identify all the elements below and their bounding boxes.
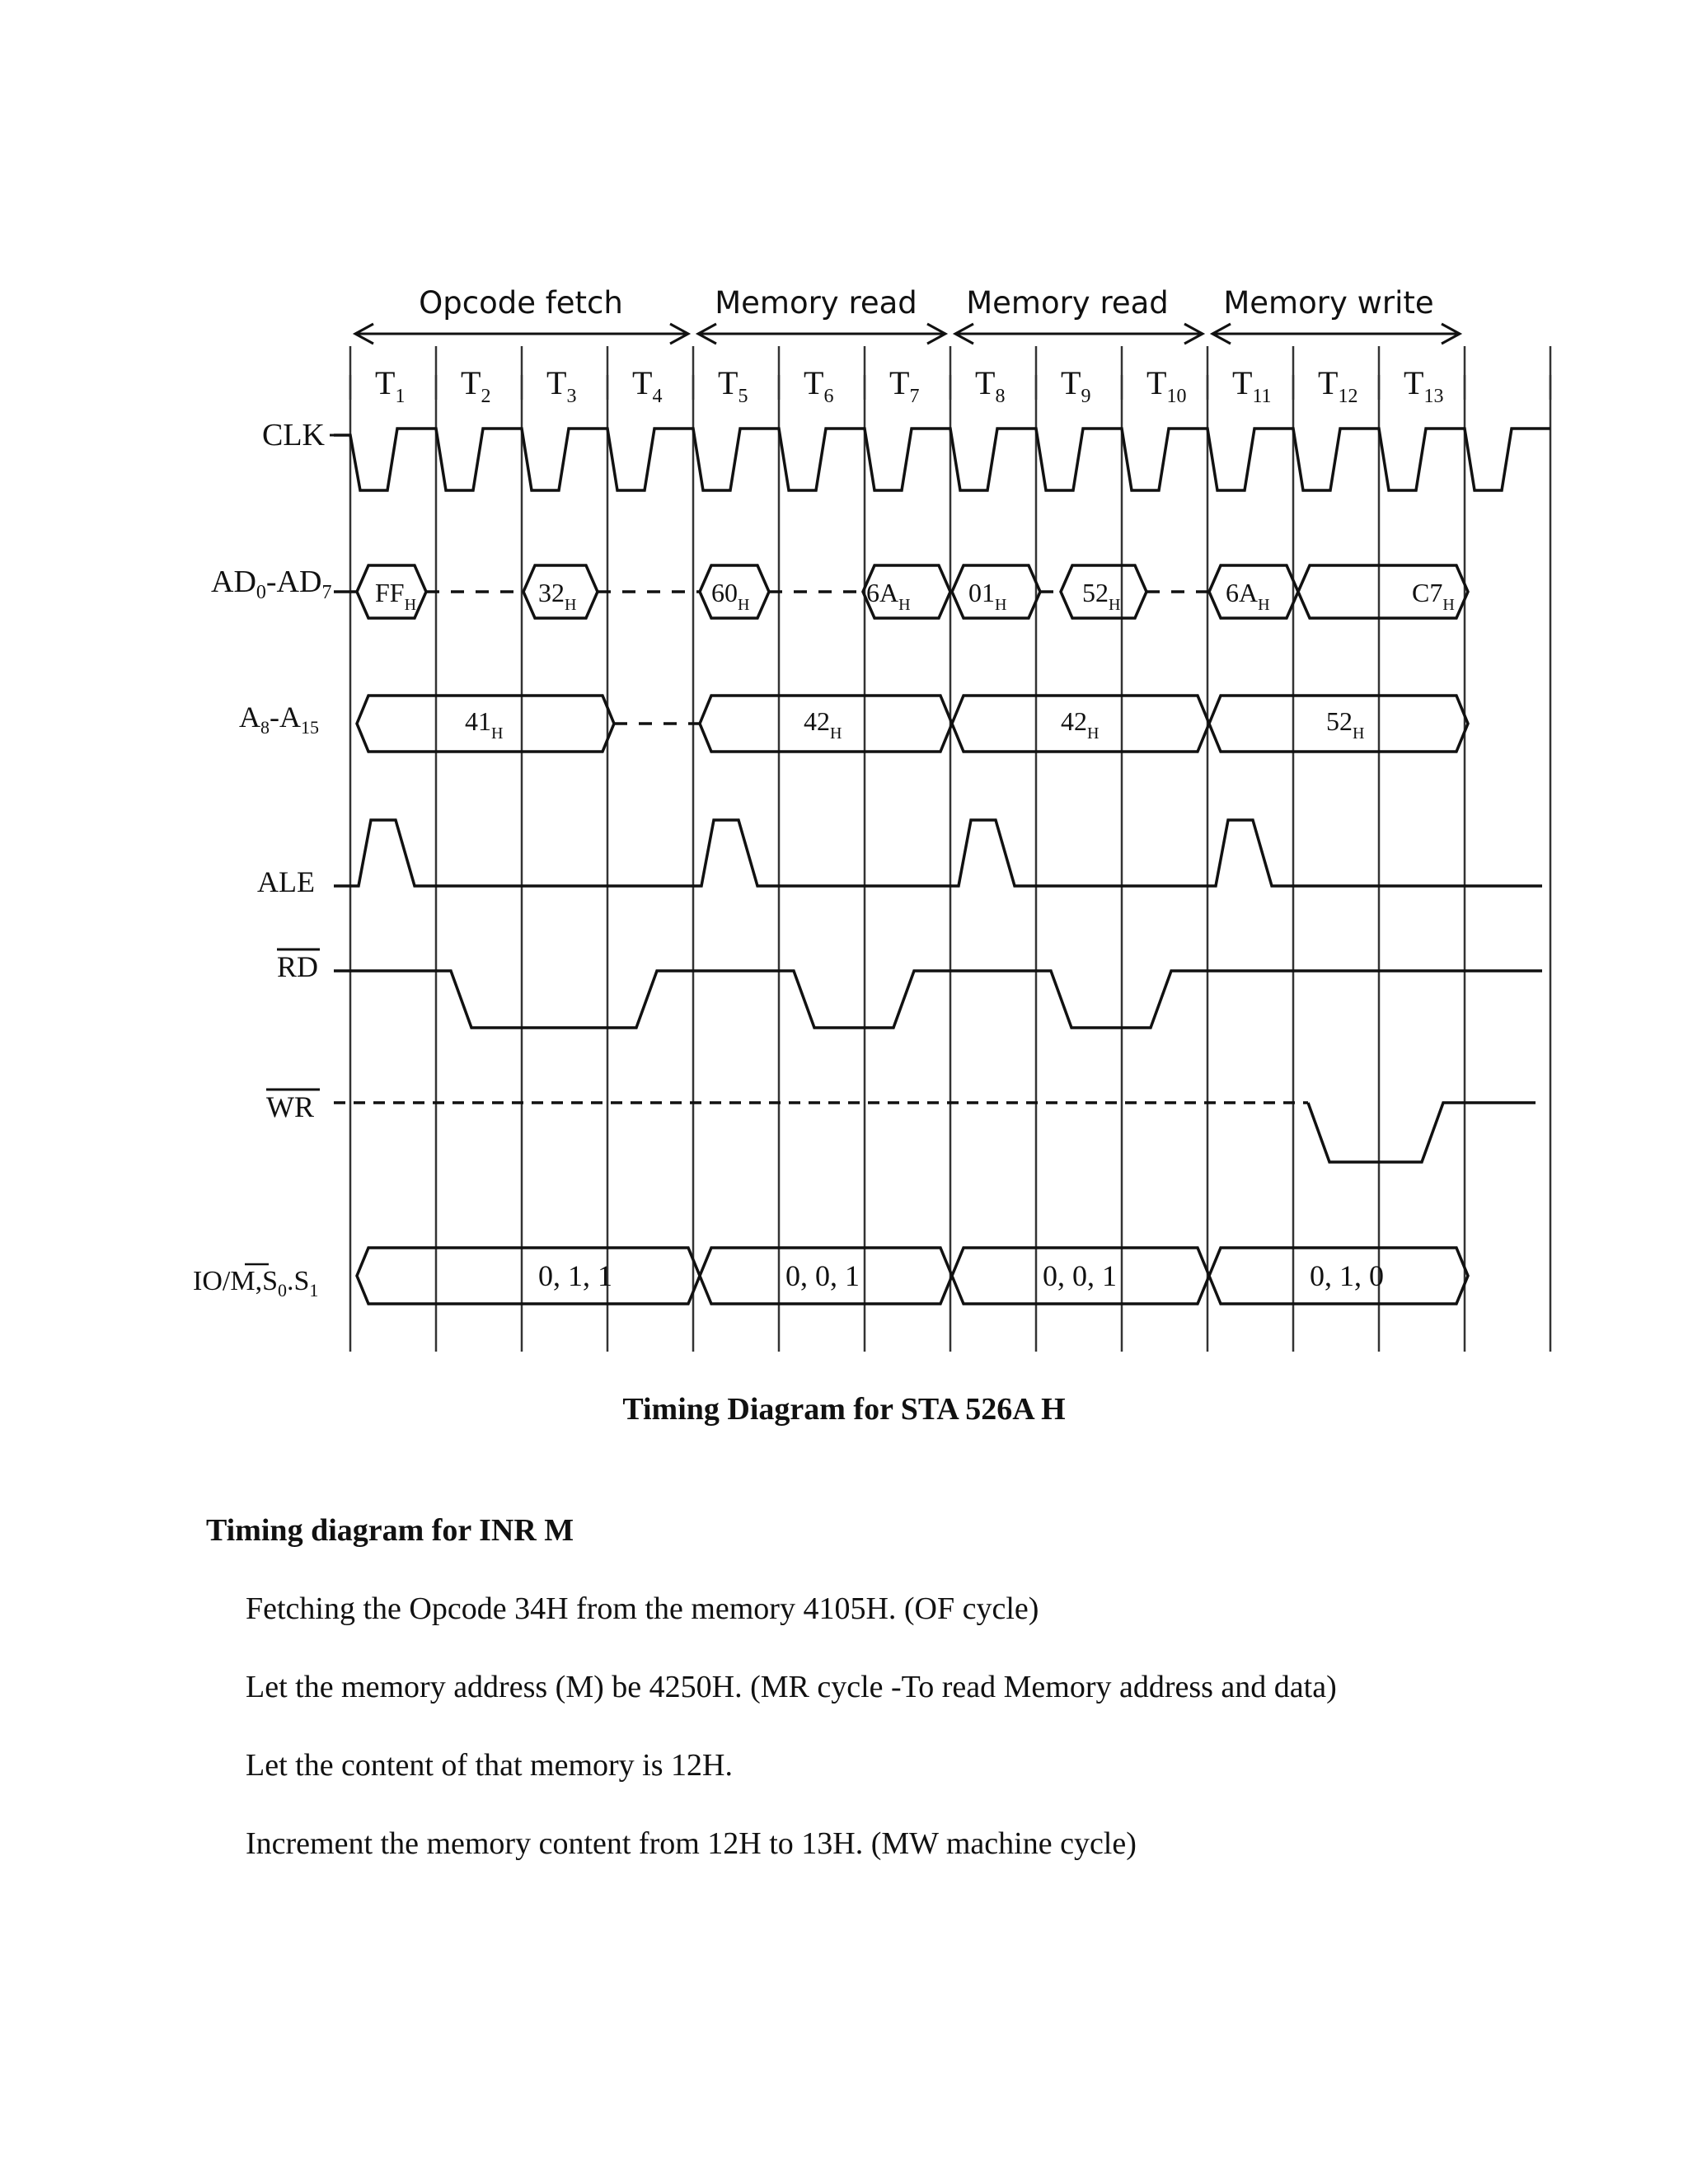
paragraph-2: Let the memory address (M) be 4250H. (MR cycle -To read Memory address and data) (246, 1670, 1337, 1704)
signal-label-clk: CLK (262, 418, 325, 452)
paragraph-3: Let the content of that memory is 12H. (246, 1748, 733, 1783)
t-label-9: $T_9$ (1061, 364, 1091, 407)
machine-cycle-labels (419, 285, 1433, 321)
ad-value-4: $01_H$ (968, 578, 1007, 614)
section-heading: Timing diagram for INR M (206, 1513, 574, 1548)
t-label-6: $T_6$ (804, 364, 834, 407)
t-label-4: $T_4$ (632, 364, 663, 407)
a-value-0: $41_H$ (465, 706, 504, 743)
status-value-2: 0, 0, 1 (1043, 1259, 1117, 1292)
ad-value-7: $C7_H$ (1412, 578, 1455, 614)
t-label-1: $T_1$ (375, 364, 406, 407)
t-label-5: $T_5$ (718, 364, 748, 407)
ad-value-1: $32_H$ (538, 578, 577, 614)
t-label-10: $T_{10}$ (1146, 364, 1187, 407)
ad-value-0: $FF_H$ (375, 578, 417, 614)
paragraph-1: Fetching the Opcode 34H from the memory 4105H. (OF cycle) (246, 1591, 1039, 1626)
cycle-label-memory-read-1: Memory read (715, 285, 917, 321)
clk-waveform (334, 429, 1550, 490)
signal-label-wr: WR (266, 1090, 314, 1123)
cycle-label-memory-write: Memory write (1223, 285, 1434, 321)
status-value-1: 0, 0, 1 (785, 1259, 860, 1292)
diagram-caption: Timing Diagram for STA 526A H (622, 1392, 1066, 1427)
ad-value-3: $6A_H$ (866, 578, 911, 614)
ad-value-6: $6A_H$ (1226, 578, 1270, 614)
signal-label-status: $IO/M,S_0.S_1$ (193, 1266, 319, 1301)
signal-label-a: $A_8-A_{15}$ (239, 701, 319, 738)
status-value-3: 0, 1, 0 (1310, 1259, 1384, 1292)
a-value-3: $52_H$ (1326, 706, 1365, 743)
wr-waveform (1308, 1103, 1536, 1162)
t-label-3: $T_3$ (546, 364, 577, 407)
signal-waveforms (330, 429, 1550, 1304)
ad-value-5: $52_H$ (1082, 578, 1121, 614)
status-segment-0 (357, 1248, 700, 1304)
t-label-12: $T_{12}$ (1318, 364, 1358, 407)
signal-label-rd: RD (277, 950, 319, 983)
paragraph-4: Increment the memory content from 12H to 13H. (MW machine cycle) (246, 1826, 1137, 1861)
signal-label-ale: ALE (257, 865, 315, 898)
t-state-labels (375, 364, 1443, 407)
machine-cycle-arrows (355, 324, 1460, 344)
ad-value-2: $60_H$ (711, 578, 750, 614)
t-label-7: $T_7$ (889, 364, 920, 407)
t-label-2: $T_2$ (461, 364, 491, 407)
t-label-11: $T_{11}$ (1232, 364, 1272, 407)
cycle-label-opcode-fetch: Opcode fetch (419, 285, 623, 321)
status-value-0: 0, 1, 1 (538, 1259, 612, 1292)
t-label-8: $T_8$ (975, 364, 1006, 407)
ale-waveform (334, 820, 1542, 886)
rd-waveform (334, 971, 1542, 1028)
a-value-2: $42_H$ (1061, 706, 1100, 743)
cycle-label-memory-read-2: Memory read (966, 285, 1169, 321)
t-state-gridlines (350, 346, 1550, 1352)
t-label-13: $T_{13}$ (1404, 364, 1444, 407)
a-value-1: $42_H$ (804, 706, 842, 743)
signal-label-ad: $AD_0-AD_7$ (211, 565, 332, 603)
